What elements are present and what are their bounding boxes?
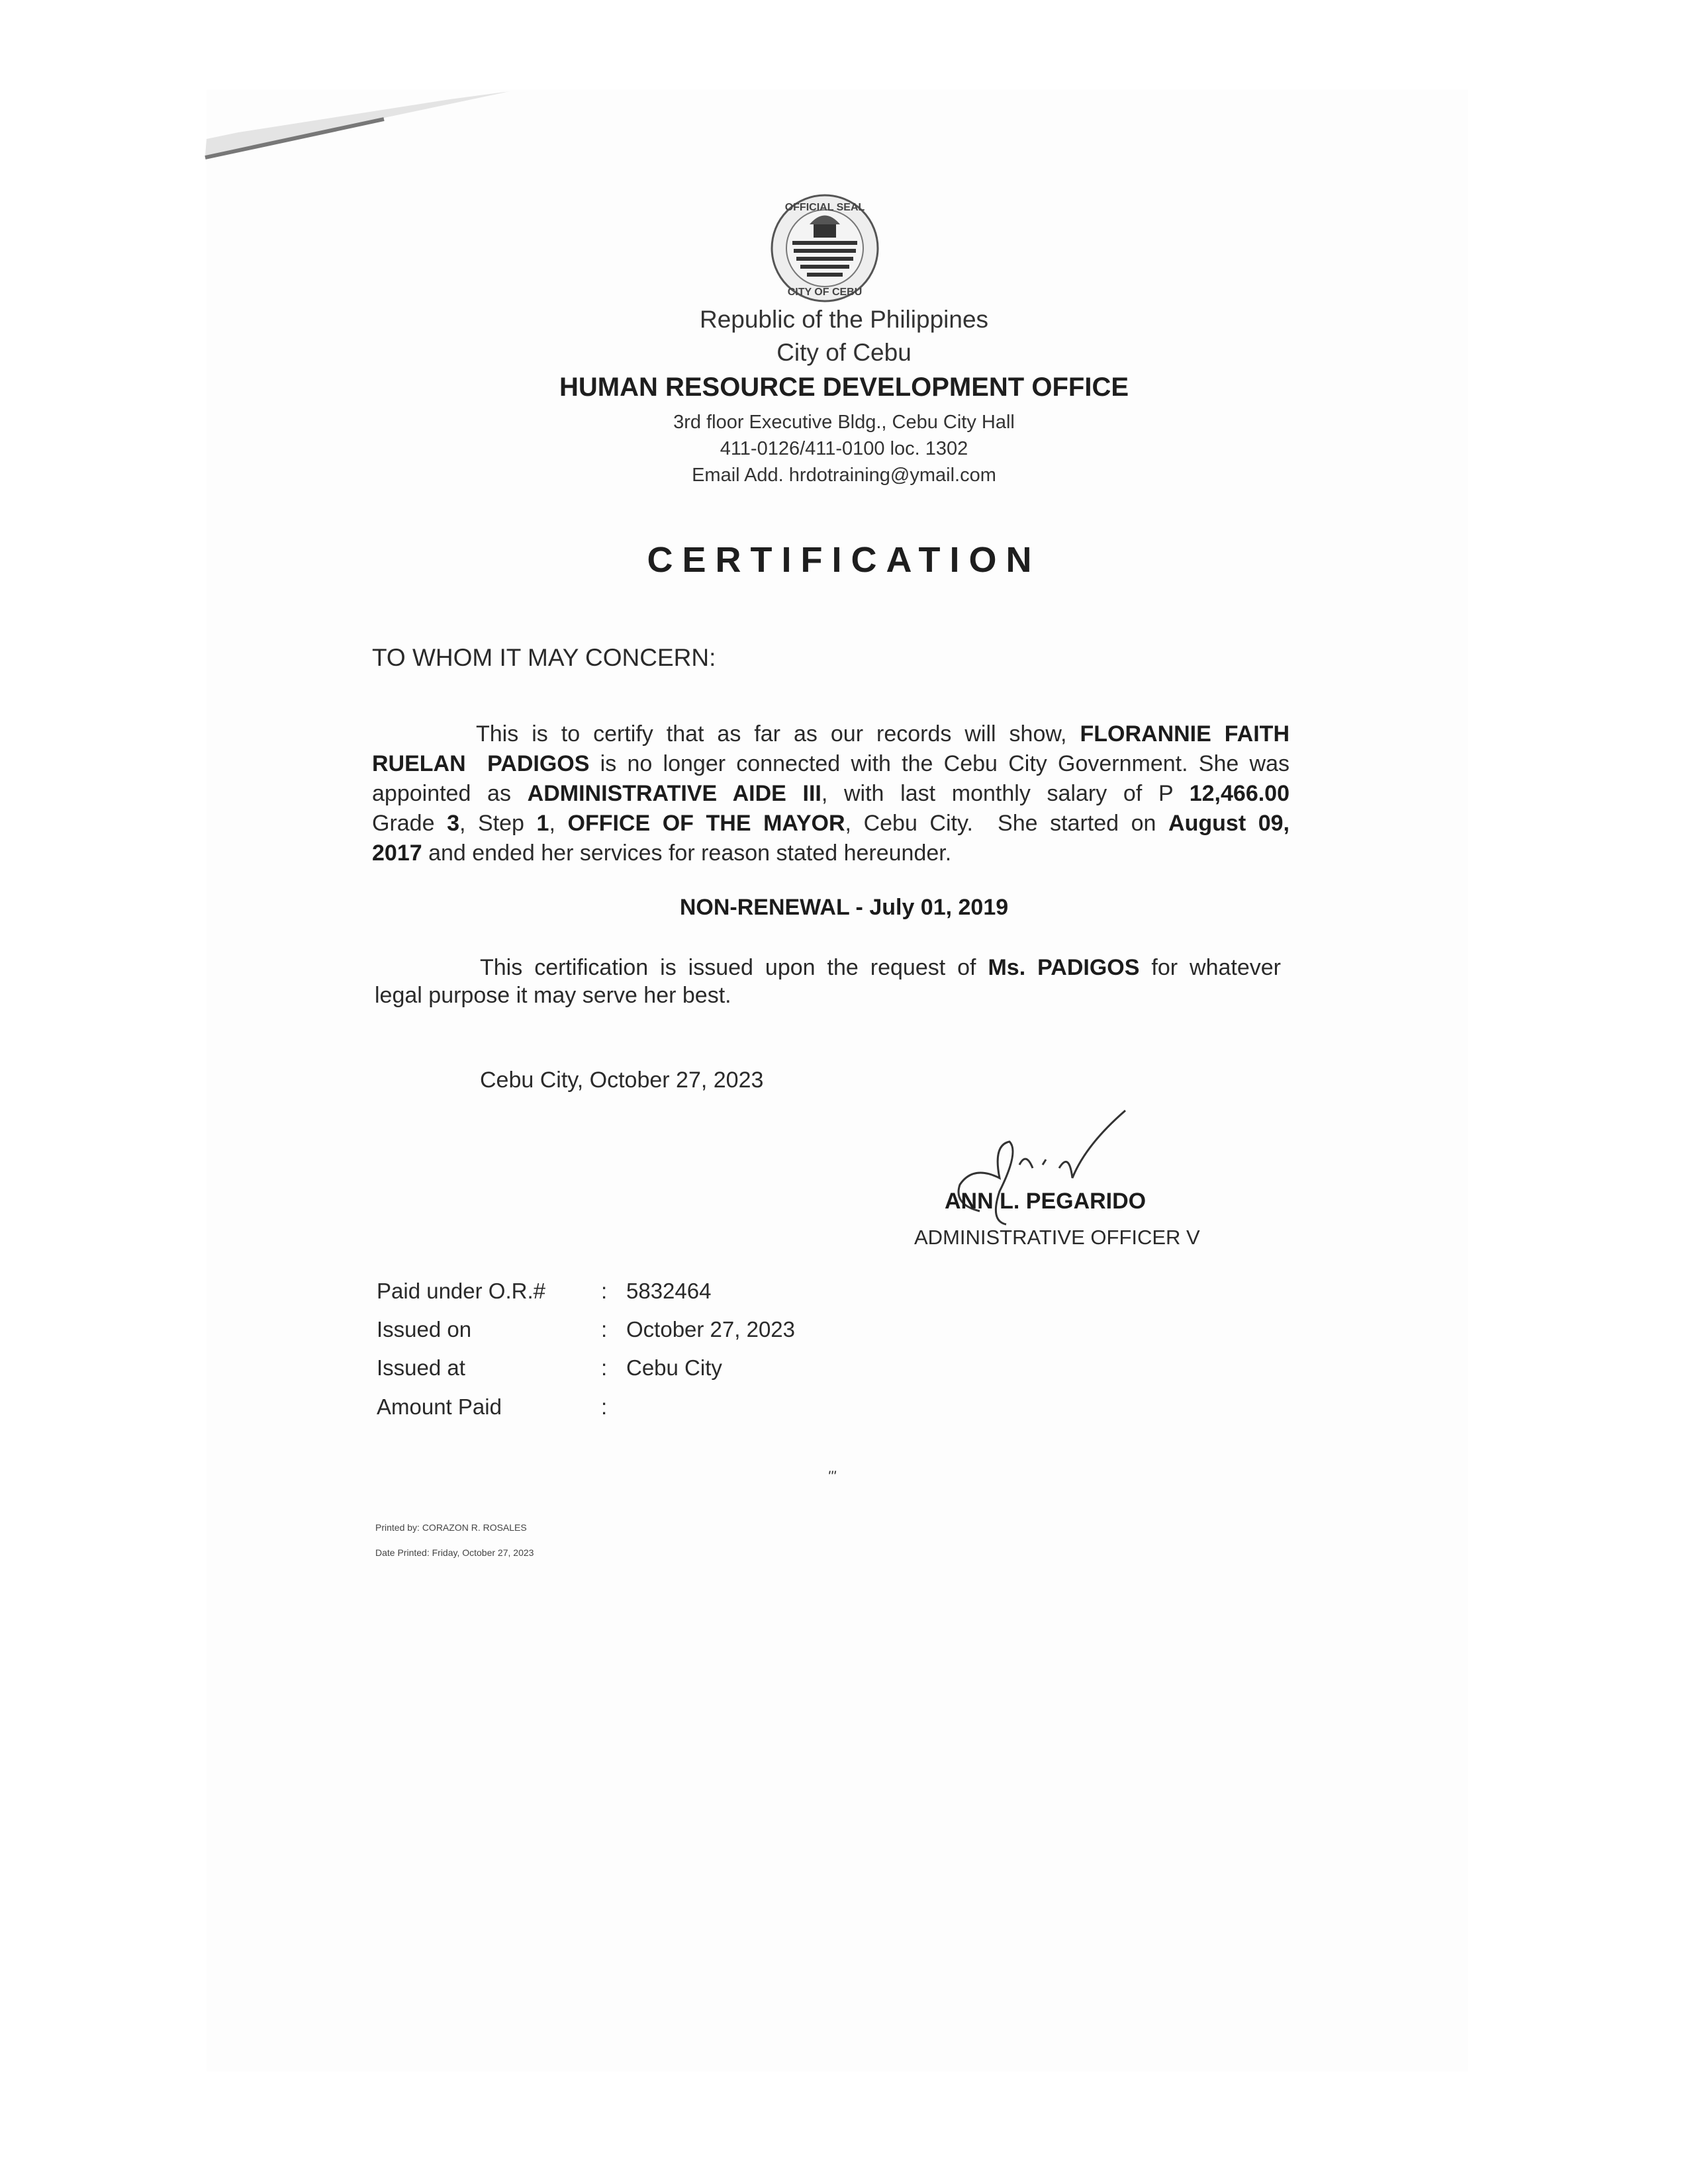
payment-label: Paid under O.R.# [377,1279,545,1303]
salary: 12,466.00 [1189,781,1289,806]
text: , Step [459,811,537,836]
separator: : [601,1394,608,1419]
separation-reason: NON-RENEWAL - July 01, 2019 [679,895,1009,920]
text: , Cebu City. She started on [845,811,1169,836]
issued-at-value: Cebu City [626,1355,722,1380]
signatory-position: ADMINISTRATIVE OFFICER V [914,1226,1200,1249]
signature [927,1105,1145,1238]
employee-name: FLORANNIE FAITH [1080,721,1290,747]
payment-label: Issued on [377,1317,472,1342]
start-year: 2017 [372,841,422,866]
document-title: CERTIFICATION [647,540,1041,580]
text: Grade [372,811,447,836]
text: appointed as [372,781,528,806]
letterhead-phone: 411-0126/411-0100 loc. 1302 [720,438,968,459]
text: This certification is issued upon the request of [480,955,988,980]
issued-on-value: October 27, 2023 [626,1317,796,1342]
svg-text:CITY OF CEBU: CITY OF CEBU [787,287,863,298]
signatory-name: ANN L. PEGARIDO [945,1189,1147,1214]
separator: : [601,1355,608,1380]
employee-name: RUELAN PADIGOS [372,751,590,776]
text: , [549,811,568,836]
letterhead-address: 3rd floor Executive Bldg., Cebu City Hall [673,412,1015,433]
separator: : [601,1317,608,1342]
position: ADMINISTRATIVE AIDE III [527,781,821,806]
text: legal purpose it may serve her best. [375,983,731,1008]
requester: Ms. PADIGOS [988,955,1140,980]
text: , with last monthly salary of P [821,781,1190,806]
start-date: August 09, [1168,811,1289,836]
letterhead-office: HUMAN RESOURCE DEVELOPMENT OFFICE [559,373,1129,402]
or-number: 5832464 [626,1279,712,1303]
folded-corner-shadow [199,86,530,165]
text: for whatever [1139,955,1282,980]
separator: : [601,1279,608,1303]
office: OFFICE OF THE MAYOR [567,811,845,836]
payment-label: Amount Paid [377,1394,502,1419]
salutation: TO WHOM IT MAY CONCERN: [372,644,716,671]
svg-text:OFFICIAL SEAL: OFFICIAL SEAL [784,202,865,213]
payment-label: Issued at [377,1355,465,1380]
letterhead-email: Email Add. hrdotraining@ymail.com [692,465,996,486]
printed-by: Printed by: CORAZON R. ROSALES [375,1522,527,1533]
text: This is to certify that as far as our records will show, [476,721,1080,747]
text: is no longer connected with the Cebu City Government. She was [589,751,1289,776]
place-and-date: Cebu City, October 27, 2023 [480,1068,764,1093]
letterhead-city: City of Cebu [776,339,912,366]
step: 1 [536,811,549,836]
end-mark: ''' [827,1468,836,1484]
date-printed: Date Printed: Friday, October 27, 2023 [375,1547,534,1558]
letterhead-country: Republic of the Philippines [699,306,989,333]
city-of-cebu-seal [770,193,880,303]
grade: 3 [447,811,459,836]
text: and ended her services for reason stated hereunder. [422,841,952,866]
